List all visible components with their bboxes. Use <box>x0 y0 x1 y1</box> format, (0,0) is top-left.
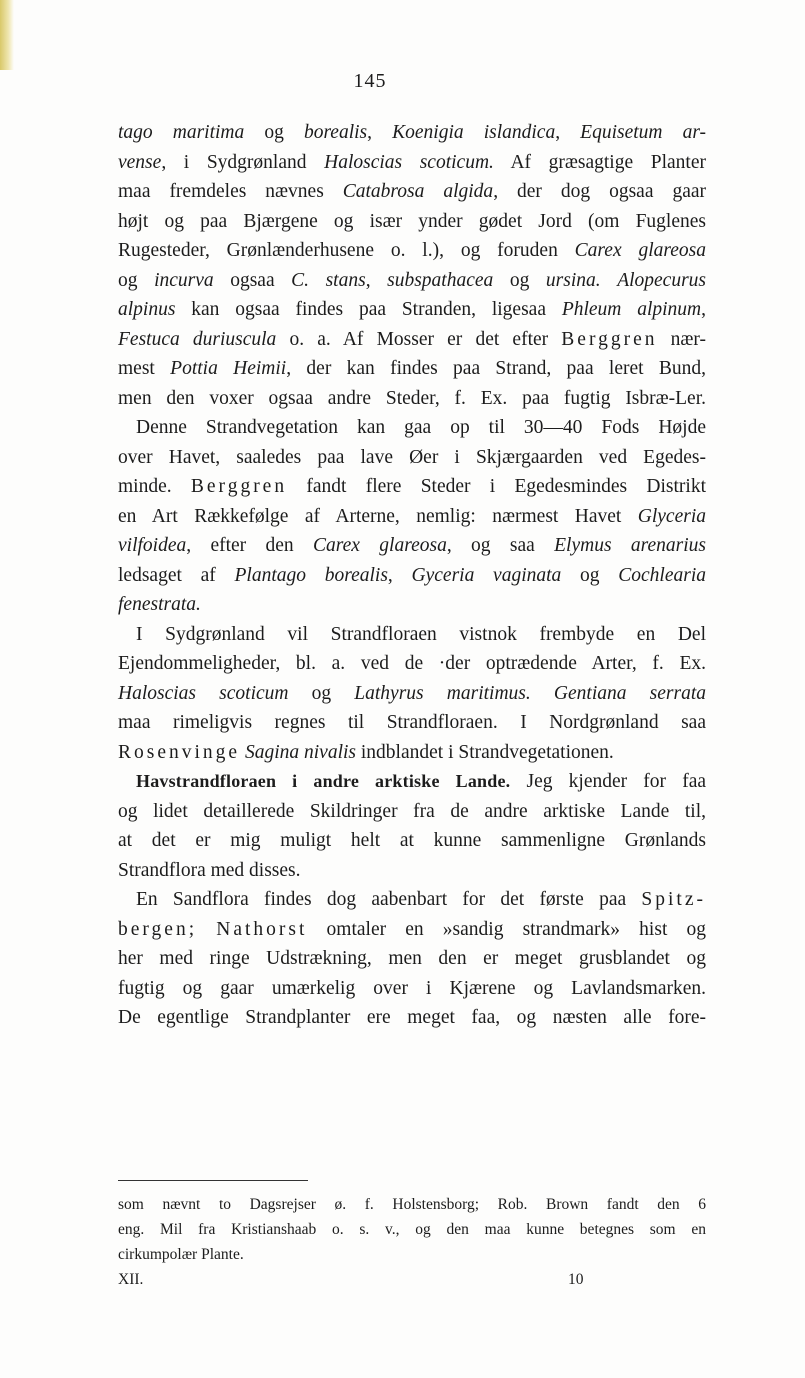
text-run: og lidet detaillerede Skildringer fra de andre arktiske Lande til, <box>118 800 706 822</box>
text-line <box>118 443 706 473</box>
text-line <box>118 354 706 384</box>
text-line <box>118 531 706 561</box>
author-name: Nathorst <box>216 918 308 940</box>
italic-term: Lathyrus maritimus. <box>354 682 531 704</box>
text-line <box>118 148 706 178</box>
text-run: , og saa <box>446 535 555 556</box>
text-run: Af græsagtige Planter <box>493 151 706 173</box>
text-run <box>531 683 554 704</box>
italic-term: Glyceria <box>637 505 706 527</box>
text-line <box>118 295 706 325</box>
text-run <box>601 270 618 291</box>
italic-term: alpinus <box>118 299 176 320</box>
italic-term: Gentiana serrata <box>553 682 706 704</box>
text-run: Rugesteder, Grønlænderhusene o. l.), og foruden <box>118 240 575 261</box>
text-line <box>118 236 706 266</box>
text-run: , <box>365 269 388 291</box>
text-run: kan ogsaa findes paa Stranden, ligesaa <box>175 299 562 320</box>
text-line <box>118 708 706 738</box>
italic-term: Phleum alpinum <box>561 299 702 320</box>
text-run: En Sandflora findes dog aabenbart for det første paa <box>136 889 642 910</box>
text-line <box>118 1003 706 1033</box>
text-line <box>118 502 706 532</box>
italic-term: subspathacea <box>387 269 494 291</box>
text-run: fandt flere Steder i Egedesmindes Distrikt <box>287 476 706 497</box>
page-number: 145 <box>353 70 387 92</box>
italic-term: Cochlearia <box>618 564 707 586</box>
text-run: , i Sydgrønland <box>161 151 325 173</box>
main-text-block <box>118 118 706 1033</box>
text-run: omtaler en »sandig strandmark» hist og <box>307 918 706 940</box>
italic-term: ursina. <box>545 269 601 291</box>
italic-term: C. stans <box>291 269 366 291</box>
text-line <box>118 944 706 974</box>
text-run: Denne Strandvegetation kan gaa op til 30—40 Fods Højde <box>136 417 706 438</box>
text-run <box>197 919 216 940</box>
text-line <box>118 885 706 915</box>
italic-term: Elymus arenarius <box>554 535 707 556</box>
author-name: Berggren <box>561 328 658 350</box>
italic-term: Pottia Heimii <box>170 358 287 379</box>
text-run: og <box>118 269 155 291</box>
text-run: , efter den <box>186 535 314 556</box>
italic-term: incurva <box>154 269 214 291</box>
footnote-line: eng. Mil fra Kristianshaab o. s. v., og den maa kunne betegnes som en <box>118 1221 706 1238</box>
text-line <box>118 561 706 591</box>
text-run: ledsaget af <box>118 564 235 586</box>
text-run: og <box>561 564 619 586</box>
italic-term: Carex glareosa <box>574 240 706 261</box>
text-line <box>118 974 706 1004</box>
author-name: bergen; <box>118 918 198 940</box>
page-edge-stain <box>0 0 14 70</box>
text-run: minde. <box>118 476 191 497</box>
italic-term: Carex glareosa <box>313 535 447 556</box>
text-run: indblandet i Strandvegetationen. <box>356 741 614 763</box>
text-line <box>118 649 706 679</box>
text-line <box>118 413 706 443</box>
italic-term: vilfoidea <box>118 535 187 556</box>
italic-term: vense <box>118 151 162 173</box>
text-run: ogsaa <box>213 269 292 291</box>
italic-term: Gyceria vaginata <box>411 564 562 586</box>
text-run: og <box>493 269 546 291</box>
text-run: her med ringe Udstrækning, men den er meget grusblandet og <box>118 948 706 969</box>
footnote-rule <box>118 1180 308 1181</box>
section-heading: Havstrandfloraen i andre arktiske Lande. <box>136 771 511 791</box>
text-line <box>118 797 706 827</box>
italic-term: Festuca duriuscula <box>118 328 277 350</box>
italic-term: tago maritima <box>118 122 245 143</box>
text-line <box>118 620 706 650</box>
text-line <box>118 679 706 709</box>
text-run: fugtig og gaar umærkelig over i Kjærene og Lavlandsmarken. <box>118 977 706 999</box>
text-run: , <box>555 122 581 143</box>
text-line <box>118 856 706 886</box>
text-run: men den voxer ogsaa andre Steder, f. Ex. paa fugtig Isbræ-Ler. <box>118 387 706 409</box>
sheet-mark: 10 <box>568 1271 584 1288</box>
text-run: Ejendommeligheder, bl. a. ved de ·der optrædende Arter, f. Ex. <box>118 653 706 674</box>
text-line <box>118 472 706 502</box>
signature-row <box>118 1267 706 1292</box>
text-run: De egentlige Strandplanter ere meget faa, og næsten alle fore- <box>118 1007 706 1028</box>
italic-term: fenestrata. <box>118 594 201 615</box>
text-line <box>118 738 706 768</box>
italic-term: Alopecurus <box>617 269 707 291</box>
text-run: Strandflora med disses. <box>118 859 301 881</box>
footnote-block <box>118 1192 706 1267</box>
text-run: og <box>244 122 304 143</box>
text-run: o. a. Af Mosser er det efter <box>276 328 562 350</box>
text-run: og <box>288 682 355 704</box>
text-line <box>118 384 706 414</box>
italic-term: Haloscias scoticum. <box>324 151 494 173</box>
text-line <box>118 177 706 207</box>
text-run: højt og paa Bjærgene og især ynder gødet Jord (om Fuglenes <box>118 210 706 232</box>
italic-term: Koenigia islandica <box>392 122 556 143</box>
text-run: , der kan findes paa Strand, paa leret Bund, <box>286 358 706 379</box>
text-run: en Art Rækkefølge af Arterne, nemlig: nærmest Havet <box>118 505 638 527</box>
text-line <box>118 266 706 296</box>
text-run: Jeg kjender for faa <box>510 771 706 792</box>
volume-mark: XII. <box>118 1271 144 1288</box>
text-line <box>118 325 706 355</box>
author-name: Berggren <box>190 476 288 497</box>
text-line <box>118 915 706 945</box>
text-run: , <box>387 564 412 586</box>
text-run: at det er mig muligt helt at kunne sammenligne Grønlands <box>118 830 706 851</box>
footnote-line: cirkumpolær Plante. <box>118 1246 244 1263</box>
text-line <box>118 590 706 620</box>
text-run: I Sydgrønland vil Strandfloraen vistnok frembyde en Del <box>136 623 706 645</box>
text-line <box>118 767 706 797</box>
text-run: mest <box>118 358 171 379</box>
author-name: Spitz- <box>641 889 706 910</box>
text-run: , <box>367 122 393 143</box>
text-run: over Havet, saaledes paa lave Øer i Skjærgaarden ved Egedes- <box>118 446 706 468</box>
text-line <box>118 118 706 148</box>
italic-term: Plantago borealis <box>234 564 388 586</box>
italic-term: borealis <box>303 122 368 143</box>
italic-term: Sagina nivalis <box>244 741 356 763</box>
author-name: Rosenvinge <box>118 741 241 763</box>
italic-term: Equisetum ar- <box>580 122 707 143</box>
text-line <box>118 207 706 237</box>
text-run: maa fremdeles nævnes <box>118 181 343 202</box>
text-run: , der dog ogsaa gaar <box>493 181 707 202</box>
text-run: maa rimeligvis regnes til Strandfloraen. I Nordgrønland saa <box>118 712 706 733</box>
footnote-line: som nævnt to Dagsrejser ø. f. Holstensborg; Rob. Brown fandt den 6 <box>118 1196 706 1213</box>
text-run: , <box>701 299 706 320</box>
text-line <box>118 826 706 856</box>
text-run: nær- <box>657 328 706 350</box>
italic-term: Haloscias scoticum <box>118 682 289 704</box>
italic-term: Catabrosa algida <box>342 181 494 202</box>
